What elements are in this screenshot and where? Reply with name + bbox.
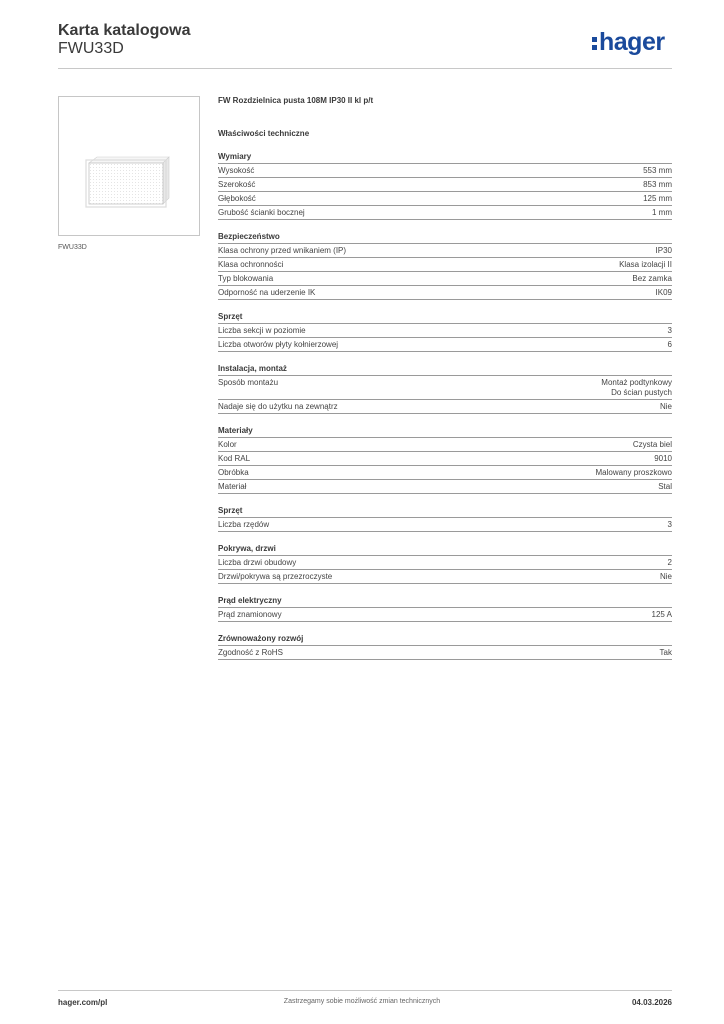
spec-row [218,338,672,352]
spec-row [218,206,672,220]
product-code: FWU33D [58,40,124,57]
footer-website-link[interactable]: hager.com/pl [58,998,108,1007]
spec-row [218,400,672,414]
spec-label: Zgodność z RoHS [218,648,283,657]
image-caption: FWU33D [58,244,87,251]
section-title: Sprzęt [218,505,672,518]
spec-value: Tak [659,648,672,657]
spec-label: Grubość ścianki bocznej [218,208,305,217]
spec-value: Klasa izolacji II [619,260,672,269]
spec-value: 853 mm [643,180,672,189]
section-equipment-rows [218,505,672,532]
spec-row [218,466,672,480]
spec-label: Kod RAL [218,454,251,463]
spec-value: 9010 [654,454,672,463]
datasheet-content [218,96,672,671]
distribution-board-icon [59,97,199,235]
properties-title: Właściwości techniczne [218,129,310,138]
spec-label: Nadaje się do użytku na zewnątrz [218,402,338,411]
spec-row [218,272,672,286]
spec-value: Bez zamka [632,274,672,283]
spec-label: Klasa ochrony przed wnikaniem (IP) [218,246,347,255]
spec-value: Czysta biel [632,440,672,449]
section-title: Sprzęt [218,311,672,324]
spec-label: Liczba rzędów [218,520,270,529]
section-electrical [218,595,672,622]
section-title: Prąd elektryczny [218,595,672,608]
spec-value-line: Do ścian pustych [611,388,672,397]
spec-row [218,646,672,660]
spec-value: 3 [667,520,672,529]
section-title: Bezpieczeństwo [218,231,672,244]
section-dimensions [218,151,672,220]
spec-value: Malowany proszkowo [595,468,672,477]
section-installation [218,363,672,414]
spec-row [218,438,672,452]
spec-value-line: Montaż podtynkowy [601,378,672,387]
spec-value: Nie [659,402,672,411]
spec-label: Klasa ochronności [218,260,284,269]
spec-row [218,244,672,258]
section-title: Pokrywa, drzwi [218,543,672,556]
spec-label: Odporność na uderzenie IK [218,288,316,297]
spec-row [218,556,672,570]
section-cover-doors [218,543,672,584]
spec-label: Liczba sekcji w poziomie [218,326,306,335]
spec-label: Typ blokowania [218,274,274,283]
spec-label: Sposób montażu [218,378,279,387]
product-image [58,96,200,236]
spec-label: Głębokość [218,194,256,203]
spec-row [218,324,672,338]
spec-row [218,518,672,532]
spec-value: IP30 [655,246,672,255]
section-title: Wymiary [218,151,672,164]
spec-value: 125 A [651,610,672,619]
spec-label: Obróbka [218,468,249,477]
spec-row [218,480,672,494]
spec-row [218,258,672,272]
spec-label: Drzwi/pokrywa są przezroczyste [218,572,333,581]
spec-label: Liczba drzwi obudowy [218,558,297,567]
logo-colon-icon [592,28,598,48]
spec-value [601,378,672,398]
spec-label: Materiał [218,482,247,491]
footer-date: 04.03.2026 [631,998,672,1007]
spec-label: Prąd znamionowy [218,610,282,619]
spec-value: 2 [667,558,672,567]
spec-value: 3 [667,326,672,335]
section-safety [218,231,672,300]
hager-logo [592,28,665,56]
spec-value: 6 [667,340,672,349]
logo-text: hager [599,28,665,56]
spec-label: Kolor [218,440,237,449]
footer-notice: Zastrzegamy sobie możliwość zmian technicznych [283,998,441,1005]
footer-divider [58,990,672,991]
spec-row [218,376,672,400]
spec-value: IK09 [655,288,672,297]
section-title: Zrównoważony rozwój [218,633,672,646]
spec-row [218,164,672,178]
spec-row [218,452,672,466]
product-title: FW Rozdzielnica pusta 108M IP30 II kl p/t [218,96,374,105]
spec-value: 1 mm [652,208,672,217]
section-materials [218,425,672,494]
spec-value: 553 mm [643,166,672,175]
spec-label: Liczba otworów płyty kołnierzowej [218,340,339,349]
spec-row [218,178,672,192]
spec-row [218,192,672,206]
spec-row [218,608,672,622]
spec-value: Stal [658,482,672,491]
section-title: Materiały [218,425,672,438]
spec-row [218,286,672,300]
spec-row [218,570,672,584]
section-equipment [218,311,672,352]
section-title: Instalacja, montaż [218,363,672,376]
page-title: Karta katalogowa [58,22,191,39]
spec-value: Nie [659,572,672,581]
section-sustainability [218,633,672,660]
spec-label: Wysokość [218,166,255,175]
spec-label: Szerokość [218,180,256,189]
spec-value: 125 mm [643,194,672,203]
header-divider [58,68,672,69]
